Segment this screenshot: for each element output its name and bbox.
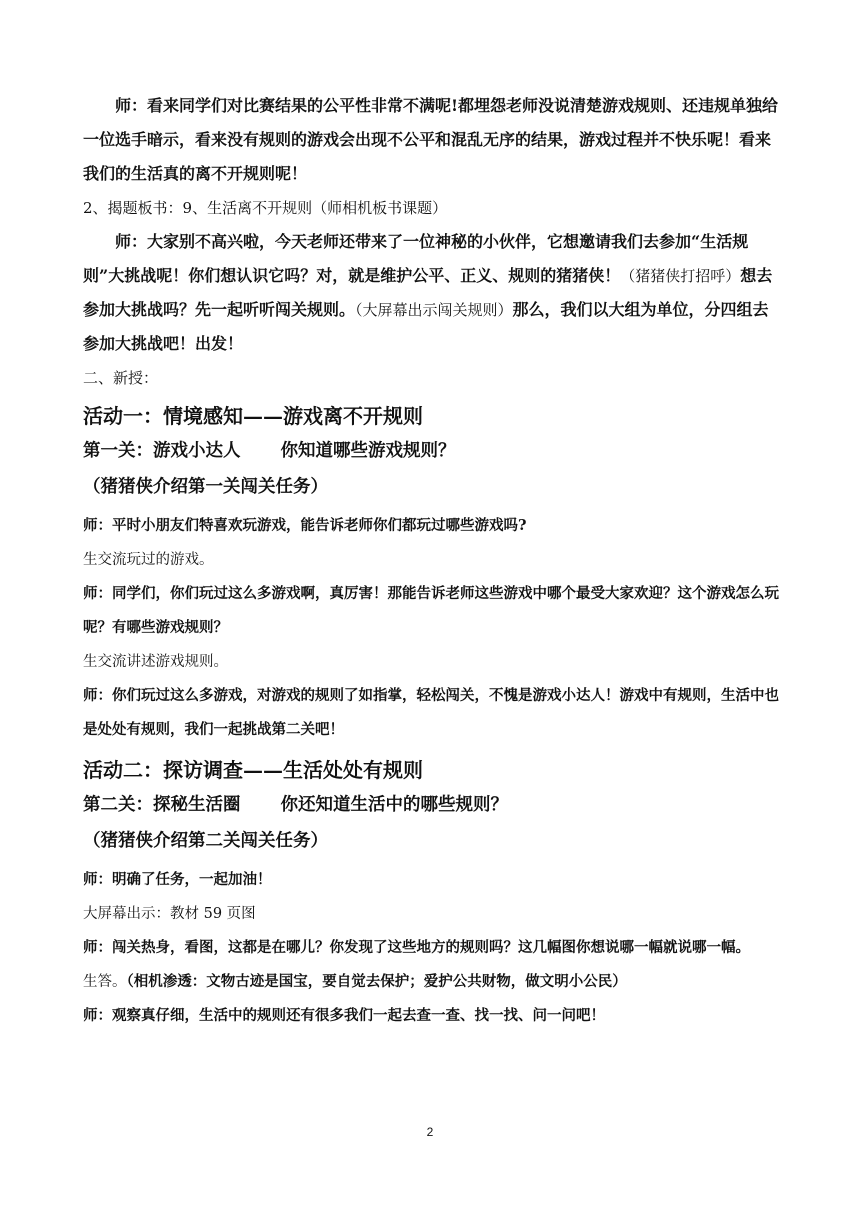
section-new-lesson: 二、新授：: [83, 369, 159, 387]
task-level-two: （猪猪侠介绍第二关闯关任务）: [83, 831, 328, 851]
level-one-question: 你知道哪些游戏规则？: [280, 441, 456, 461]
line-teacher-5: 师：闯关热身，看图，这都是在哪儿？你发现了这些地方的规则吗？这几幅图你想说哪一幅就说哪一幅。: [83, 939, 750, 956]
line-student-1: 生交流玩过的游戏。: [83, 552, 214, 568]
line-student-2: 生交流讲述游戏规则。: [83, 654, 228, 670]
line-student-3: [83, 965, 783, 999]
heading-level-two: [83, 789, 783, 821]
page-number: 2: [426, 1125, 434, 1139]
line-teacher-6: 师：观察真仔细，生活中的规则还有很多我们一起去查一查、找一找、问一问吧！: [83, 1007, 605, 1024]
paragraph-board-title: 2、揭题板书：9、生活离不开规则（师相机板书课题）: [83, 199, 448, 217]
text-challenge-e: 那么，我们以大组为单位，分四组去参加大挑战吧！出发！: [83, 300, 769, 353]
text-challenge-d: （大屏幕出示闯关规则）: [355, 301, 513, 319]
document-body: [83, 89, 783, 1033]
text-challenge-a: 师：大家别不高兴啦，今天老师还带来了一位神秘的小伙伴，它想邀请我们去参加“生活规则”大挑战呢！你们想认识它吗？对，就是维护公平、正义、规则的猪猪侠！: [83, 232, 749, 285]
line-screen-show: 大屏幕出示：教材 59 页图: [83, 906, 256, 922]
heading-activity-one: 活动一：情境感知——游戏离不开规则: [83, 404, 423, 428]
text-challenge-c: 想去参加大挑战吗？先一起听听闯关规则。: [83, 266, 773, 319]
paragraph-teacher-challenge: [83, 225, 783, 361]
student-answer: 生答。: [83, 974, 127, 990]
level-one-title: 第一关：游戏小达人: [83, 441, 241, 461]
line-teacher-3: 师：你们玩过这么多游戏，对游戏的规则了如指掌，轻松闯关，不愧是游戏小达人！游戏中有规则，生活中也是处处有规则，我们一起挑战第二关吧！: [83, 687, 779, 738]
line-teacher-1: 师：平时小朋友们特喜欢玩游戏，能告诉老师你们都玩过哪些游戏吗?: [83, 517, 527, 534]
heading-level-one: [83, 435, 783, 467]
task-level-one: （猪猪侠介绍第一关闯关任务）: [83, 477, 328, 497]
paragraph-teacher-intro: 师：看来同学们对比赛结果的公平性非常不满呢!都埋怨老师没说清楚游戏规则、还违规单独给一位选手暗示，看来没有规则的游戏会出现不公平和混乱无序的结果，游戏过程并不快乐呢！看来我们的生活真的离不开规则呢！: [83, 96, 779, 183]
level-two-question: 你还知道生活中的哪些规则？: [280, 795, 508, 815]
line-teacher-2: 师：同学们，你们玩过这么多游戏啊，真厉害！那能告诉老师这些游戏中哪个最受大家欢迎？这个游戏怎么玩呢？有哪些游戏规则？: [83, 585, 779, 636]
student-answer-note: （相机渗透：文物古迹是国宝，要自觉去保护；爱护公共财物，做文明小公民）: [126, 973, 627, 990]
heading-activity-two: 活动二：探访调查——生活处处有规则: [83, 758, 423, 782]
text-challenge-b: （猪猪侠打招呼）: [620, 267, 741, 285]
line-teacher-4: 师：明确了任务，一起加油！: [83, 871, 272, 888]
level-two-title: 第二关：探秘生活圈: [83, 795, 241, 815]
